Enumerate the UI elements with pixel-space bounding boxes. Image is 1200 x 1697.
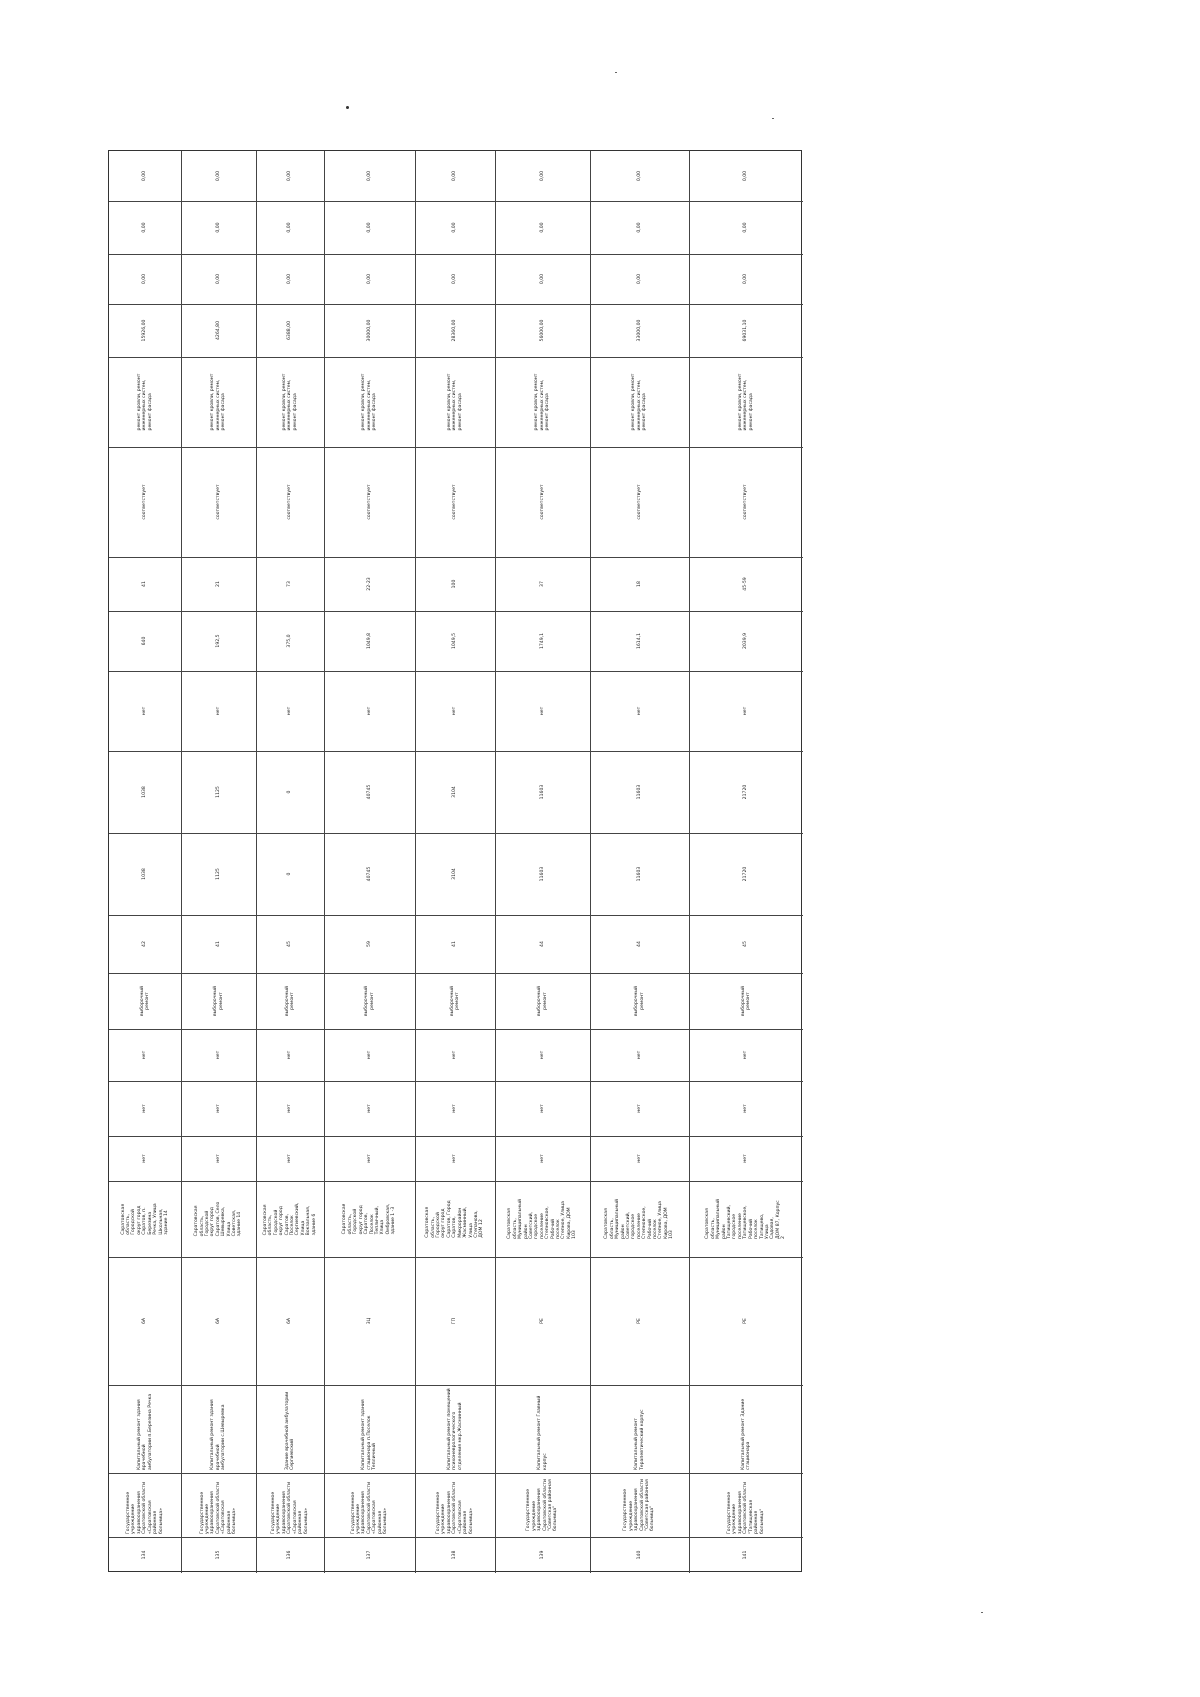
cell-c9: 41: [215, 941, 221, 947]
row-divider: [109, 557, 803, 558]
cell-works: ремонт кровли, ремонт инженерных систем, ремонт фасада: [281, 373, 298, 431]
cell-col5: нет: [452, 1154, 458, 1163]
cell-org: Государственное учреждение здравоохранения Саратовской области «Саратовская районная больница»: [199, 1481, 238, 1534]
cell-c13: 1049,8: [366, 632, 372, 650]
row-divider: [109, 1257, 803, 1258]
cell-c14: 18: [636, 581, 642, 587]
cell-col5: нет: [636, 1154, 642, 1163]
cell-z2: 0,00: [215, 222, 221, 233]
cell-z1: 0,00: [539, 273, 545, 285]
row-divider: [109, 915, 803, 916]
cell-col6: нет: [743, 1104, 749, 1113]
cell-works: ремонт кровли, ремонт инженерных систем, ремонт фасада: [737, 373, 754, 431]
cell-c9: 59: [366, 941, 372, 947]
cell-work: Капитальный ремонт помещений психоневрологического отделения мкр.Жасминный: [446, 1388, 463, 1470]
cell-c15: соответствует: [636, 484, 642, 520]
cell-code: ГП: [452, 1317, 458, 1325]
cell-address: Саратовская область, Городской округ город Саратов, п. Березина Речка, Улица Школьная, здание 14: [120, 1203, 169, 1235]
cell-org: Государственное учреждение здравоохранения Саратовской области "Советская районная больница": [526, 1478, 559, 1532]
row-divider: [109, 447, 803, 448]
cell-address: Саратовская область, Муниципальный район Советский, городское поселение Степновское, Рабочий поселок Степное, Улица Кирова, ДОМ 103: [507, 1199, 578, 1239]
cell-c9: 44: [539, 941, 545, 947]
cell-col5: нет: [743, 1154, 749, 1163]
cell-work: Капитальный ремонт здания врачебной амбулатории с.Шевыревка: [210, 1399, 227, 1470]
row-divider: [109, 357, 803, 358]
cell-repair: выборочный ремонт: [449, 985, 460, 1017]
row-divider: [109, 1029, 803, 1030]
cell-c13: 1049,5: [452, 632, 458, 650]
cell-z3: 0,00: [743, 170, 749, 182]
cell-c15: соответствует: [452, 484, 458, 520]
cell-c14: 21: [215, 581, 221, 587]
cell-address: Саратовская область, Городской округ город Саратов, Город Саратов, Микрорайон Жасминный, Улица Степанова, ДОМ 12: [425, 1200, 485, 1238]
cell-c12: нет: [142, 706, 148, 716]
row-divider: [109, 751, 803, 752]
cell-c15: соответствует: [743, 484, 749, 520]
cell-col6: нет: [215, 1104, 221, 1113]
cell-c10: 1038: [142, 868, 148, 880]
cell-c15: соответствует: [366, 484, 372, 520]
cell-num: 139: [539, 1550, 545, 1560]
cell-col6: нет: [452, 1104, 458, 1113]
cell-z2: 0,00: [743, 222, 749, 233]
cell-col7: нет: [215, 1050, 221, 1060]
cell-c9: 44: [636, 941, 642, 947]
cell-repair: выборочный ремонт: [634, 985, 645, 1017]
column-divider: [324, 151, 325, 1573]
cell-code: РЕ: [743, 1318, 749, 1324]
cell-c14: 45-59: [743, 577, 749, 591]
cell-c11: 0: [287, 790, 293, 794]
cell-c10: 0: [287, 872, 293, 876]
cell-z1: 0,00: [287, 273, 293, 285]
cell-c14: 37: [539, 581, 545, 587]
cell-c14: 100: [452, 579, 458, 589]
cell-z3: 0,00: [452, 170, 458, 182]
cell-c15: соответствует: [215, 484, 221, 520]
cell-c10: 11603: [539, 866, 545, 882]
cell-col5: нет: [142, 1154, 148, 1163]
cell-z3: 0,00: [539, 170, 545, 182]
cell-sum: 69031,10: [743, 319, 749, 342]
cell-org: Государственное учреждение здравоохранения Саратовской области «Саратовская районная больница»: [126, 1481, 164, 1534]
cell-num: 140: [636, 1550, 642, 1560]
cell-org: Государственное учреждение здравоохранения Саратовской области «Саратовская районная больница»: [350, 1481, 389, 1534]
cell-num: 138: [452, 1550, 458, 1560]
cell-z2: 0,00: [539, 222, 545, 233]
scan-speck: [981, 1612, 983, 1613]
cell-col5: нет: [215, 1154, 221, 1163]
cell-c10: 40745: [366, 866, 372, 882]
cell-c12: нет: [287, 706, 293, 716]
cell-c11: 40745: [366, 784, 372, 800]
cell-z3: 0,00: [215, 170, 221, 182]
cell-c10: 3104: [452, 868, 458, 880]
cell-c12: нет: [215, 706, 221, 716]
cell-org: Государственное учреждение здравоохранения Саратовской области «Саратовская районная больница»: [271, 1481, 309, 1534]
cell-c10: 21720: [743, 866, 749, 882]
cell-c15: соответствует: [142, 484, 148, 520]
scan-speck: [346, 106, 349, 109]
cell-work: Капитальный ремонт здания стационара п.Поселок Тепличный: [361, 1399, 378, 1470]
cell-address: Саратовская область, Городской округ город Саратов, Поселок Тепличный, Улица Омбровская, здание 1 -3: [342, 1203, 397, 1235]
cell-z3: 0,00: [366, 170, 372, 182]
cell-work: Капитальный ремонт Главный корпус: [537, 1395, 548, 1470]
cell-col7: нет: [743, 1050, 749, 1060]
column-divider: [495, 151, 496, 1573]
cell-c13: 1614,1: [636, 632, 642, 650]
cell-works: ремонт кровли, ремонт инженерных систем, ремонт фасада: [136, 373, 153, 431]
row-divider: [109, 254, 803, 255]
cell-work: Капитальный ремонт здания врачебной амбулатории п.Березина Речка: [136, 1393, 153, 1470]
cell-col6: нет: [539, 1104, 545, 1113]
row-divider: [109, 1081, 803, 1082]
cell-c11: 1038: [142, 786, 148, 798]
scan-speck: [772, 118, 774, 119]
cell-c12: нет: [366, 706, 372, 716]
cell-code: РЕ: [539, 1318, 545, 1324]
cell-col6: нет: [142, 1104, 148, 1113]
cell-c12: нет: [452, 706, 458, 716]
cell-repair: выборочный ремонт: [740, 985, 751, 1017]
cell-c15: соответствует: [287, 484, 293, 520]
row-divider: [109, 1181, 803, 1182]
cell-repair: выборочный ремонт: [364, 985, 375, 1017]
cell-num: 137: [366, 1550, 372, 1560]
row-divider: [109, 671, 803, 672]
cell-work: Капитальный ремонт Терапевтический корпус: [634, 1409, 645, 1470]
cell-num: 134: [142, 1550, 148, 1560]
cell-z1: 0,00: [142, 273, 148, 285]
cell-z3: 0,00: [636, 170, 642, 182]
cell-c11: 11603: [539, 784, 545, 800]
cell-code: 6А: [142, 1317, 148, 1325]
cell-sum: 15926,00: [142, 319, 148, 342]
cell-address: Саратовская область, Муниципальный район Татищевский, городское поселение Татищевское, Рабочий поселок Татищево, Улица Садовая, ДОМ 87, Корпус 2: [705, 1199, 787, 1239]
cell-c15: соответствует: [539, 484, 545, 520]
cell-repair: выборочный ремонт: [284, 985, 295, 1017]
row-divider: [109, 611, 803, 612]
cell-works: ремонт кровли, ремонт инженерных систем, ремонт фасада: [631, 373, 648, 431]
cell-col7: нет: [287, 1050, 293, 1060]
cell-z1: 0,00: [215, 273, 221, 285]
cell-c9: 45: [743, 941, 749, 947]
cell-code: 3Ц: [366, 1317, 372, 1325]
cell-repair: выборочный ремонт: [213, 985, 224, 1017]
cell-address: Саратовская область, Муниципальный район Советский, городское поселение Степновское, Рабочий поселок Степное, Улица Кирова, ДОМ 103: [604, 1199, 675, 1239]
cell-col7: нет: [539, 1050, 545, 1060]
scan-speck: [615, 72, 617, 73]
cell-code: 6А: [215, 1317, 221, 1325]
cell-c10: 11603: [636, 866, 642, 882]
cell-sum: 6388,00: [287, 321, 293, 340]
cell-col5: нет: [287, 1154, 293, 1163]
cell-sum: 56000,00: [539, 319, 545, 342]
cell-z2: 0,00: [142, 222, 148, 233]
column-divider: [689, 151, 690, 1573]
cell-works: ремонт кровли, ремонт инженерных систем, ремонт фасада: [534, 373, 551, 431]
cell-c14: 22-23: [366, 577, 372, 591]
cell-c12: нет: [636, 706, 642, 716]
cell-z1: 0,00: [452, 273, 458, 285]
cell-work: Здание врачебной амбулатории Сергиевский: [284, 1391, 295, 1470]
cell-col7: нет: [142, 1050, 148, 1060]
cell-c9: 42: [142, 941, 148, 947]
row-divider: [109, 973, 803, 974]
cell-col7: нет: [636, 1050, 642, 1060]
cell-org: Государственное учреждение здравоохранения Саратовской области "Татищевская районная больница": [727, 1481, 765, 1534]
cell-c14: 73: [287, 581, 293, 587]
cell-num: 141: [743, 1550, 749, 1560]
cell-code: 6А: [287, 1317, 293, 1325]
cell-c11: 21720: [743, 784, 749, 800]
row-divider: [109, 833, 803, 834]
cell-c13: 1749,1: [539, 632, 545, 650]
row-divider: [109, 1537, 803, 1538]
row-divider: [109, 201, 803, 202]
cell-address: Саратовская область, Городской округ город Саратов, Село Шевыревка, Улица Советская, здание 14: [194, 1201, 243, 1237]
cell-sum: 30000,00: [366, 319, 372, 342]
cell-address: Саратовская область, Городской округ город Саратов, Поселок Сергиевский, Улица Вокзальная, здание 6: [262, 1202, 317, 1236]
cell-c9: 41: [452, 941, 458, 947]
cell-sum: 4264,80: [215, 321, 221, 340]
column-divider: [181, 151, 182, 1573]
cell-sum: 33000,00: [636, 319, 642, 342]
row-divider: [109, 1473, 803, 1474]
column-divider: [590, 151, 591, 1573]
cell-repair: выборочный ремонт: [139, 985, 150, 1017]
cell-z1: 0,00: [743, 273, 749, 285]
cell-col7: нет: [366, 1050, 372, 1060]
cell-c11: 3104: [452, 786, 458, 798]
cell-z3: 0,00: [287, 170, 293, 182]
cell-c13: 375,0: [287, 634, 293, 648]
cell-z1: 0,00: [366, 273, 372, 285]
cell-org: Государственное учреждение здравоохранения Саратовской области «Саратовская районная больница»: [436, 1481, 474, 1534]
column-divider: [256, 151, 257, 1573]
cell-c9: 45: [287, 941, 293, 947]
cell-z1: 0,00: [636, 273, 642, 285]
cell-works: ремонт кровли, ремонт инженерных систем, ремонт фасада: [361, 373, 378, 431]
column-divider: [415, 151, 416, 1573]
cell-num: 135: [215, 1550, 221, 1560]
row-divider: [109, 1385, 803, 1386]
cell-c12: нет: [743, 706, 749, 716]
cell-col5: нет: [539, 1154, 545, 1163]
cell-col6: нет: [636, 1104, 642, 1113]
cell-col6: нет: [366, 1104, 372, 1113]
cell-sum: 28360,00: [452, 319, 458, 342]
cell-num: 136: [287, 1550, 293, 1560]
cell-z2: 0,00: [287, 222, 293, 233]
cell-work: Капитальный ремонт Здание стационара: [740, 1398, 751, 1470]
cell-works: ремонт кровли, ремонт инженерных систем, ремонт фасада: [210, 373, 227, 431]
cell-c10: 1125: [215, 868, 221, 880]
cell-works: ремонт кровли, ремонт инженерных систем, ремонт фасада: [446, 373, 463, 431]
cell-c11: 11603: [636, 784, 642, 800]
cell-c13: 2039,9: [743, 632, 749, 650]
cell-code: РЕ: [636, 1318, 642, 1324]
row-divider: [109, 1136, 803, 1137]
rotated-table: [108, 150, 802, 1572]
cell-z2: 0,00: [636, 222, 642, 233]
cell-z3: 0,00: [142, 170, 148, 182]
cell-c11: 1125: [215, 786, 221, 798]
cell-c13: 192,5: [215, 634, 221, 648]
cell-col5: нет: [366, 1154, 372, 1163]
cell-repair: выборочный ремонт: [537, 985, 548, 1017]
cell-z2: 0,00: [452, 222, 458, 233]
cell-col6: нет: [287, 1104, 293, 1113]
cell-col7: нет: [452, 1050, 458, 1060]
cell-c12: нет: [539, 706, 545, 716]
cell-org: Государственное учреждение здравоохранения Саратовской области "Советская районная больница": [623, 1478, 656, 1532]
cell-z2: 0,00: [366, 222, 372, 233]
cell-c13: 640: [142, 636, 148, 646]
cell-c14: 41: [142, 581, 148, 587]
row-divider: [109, 304, 803, 305]
